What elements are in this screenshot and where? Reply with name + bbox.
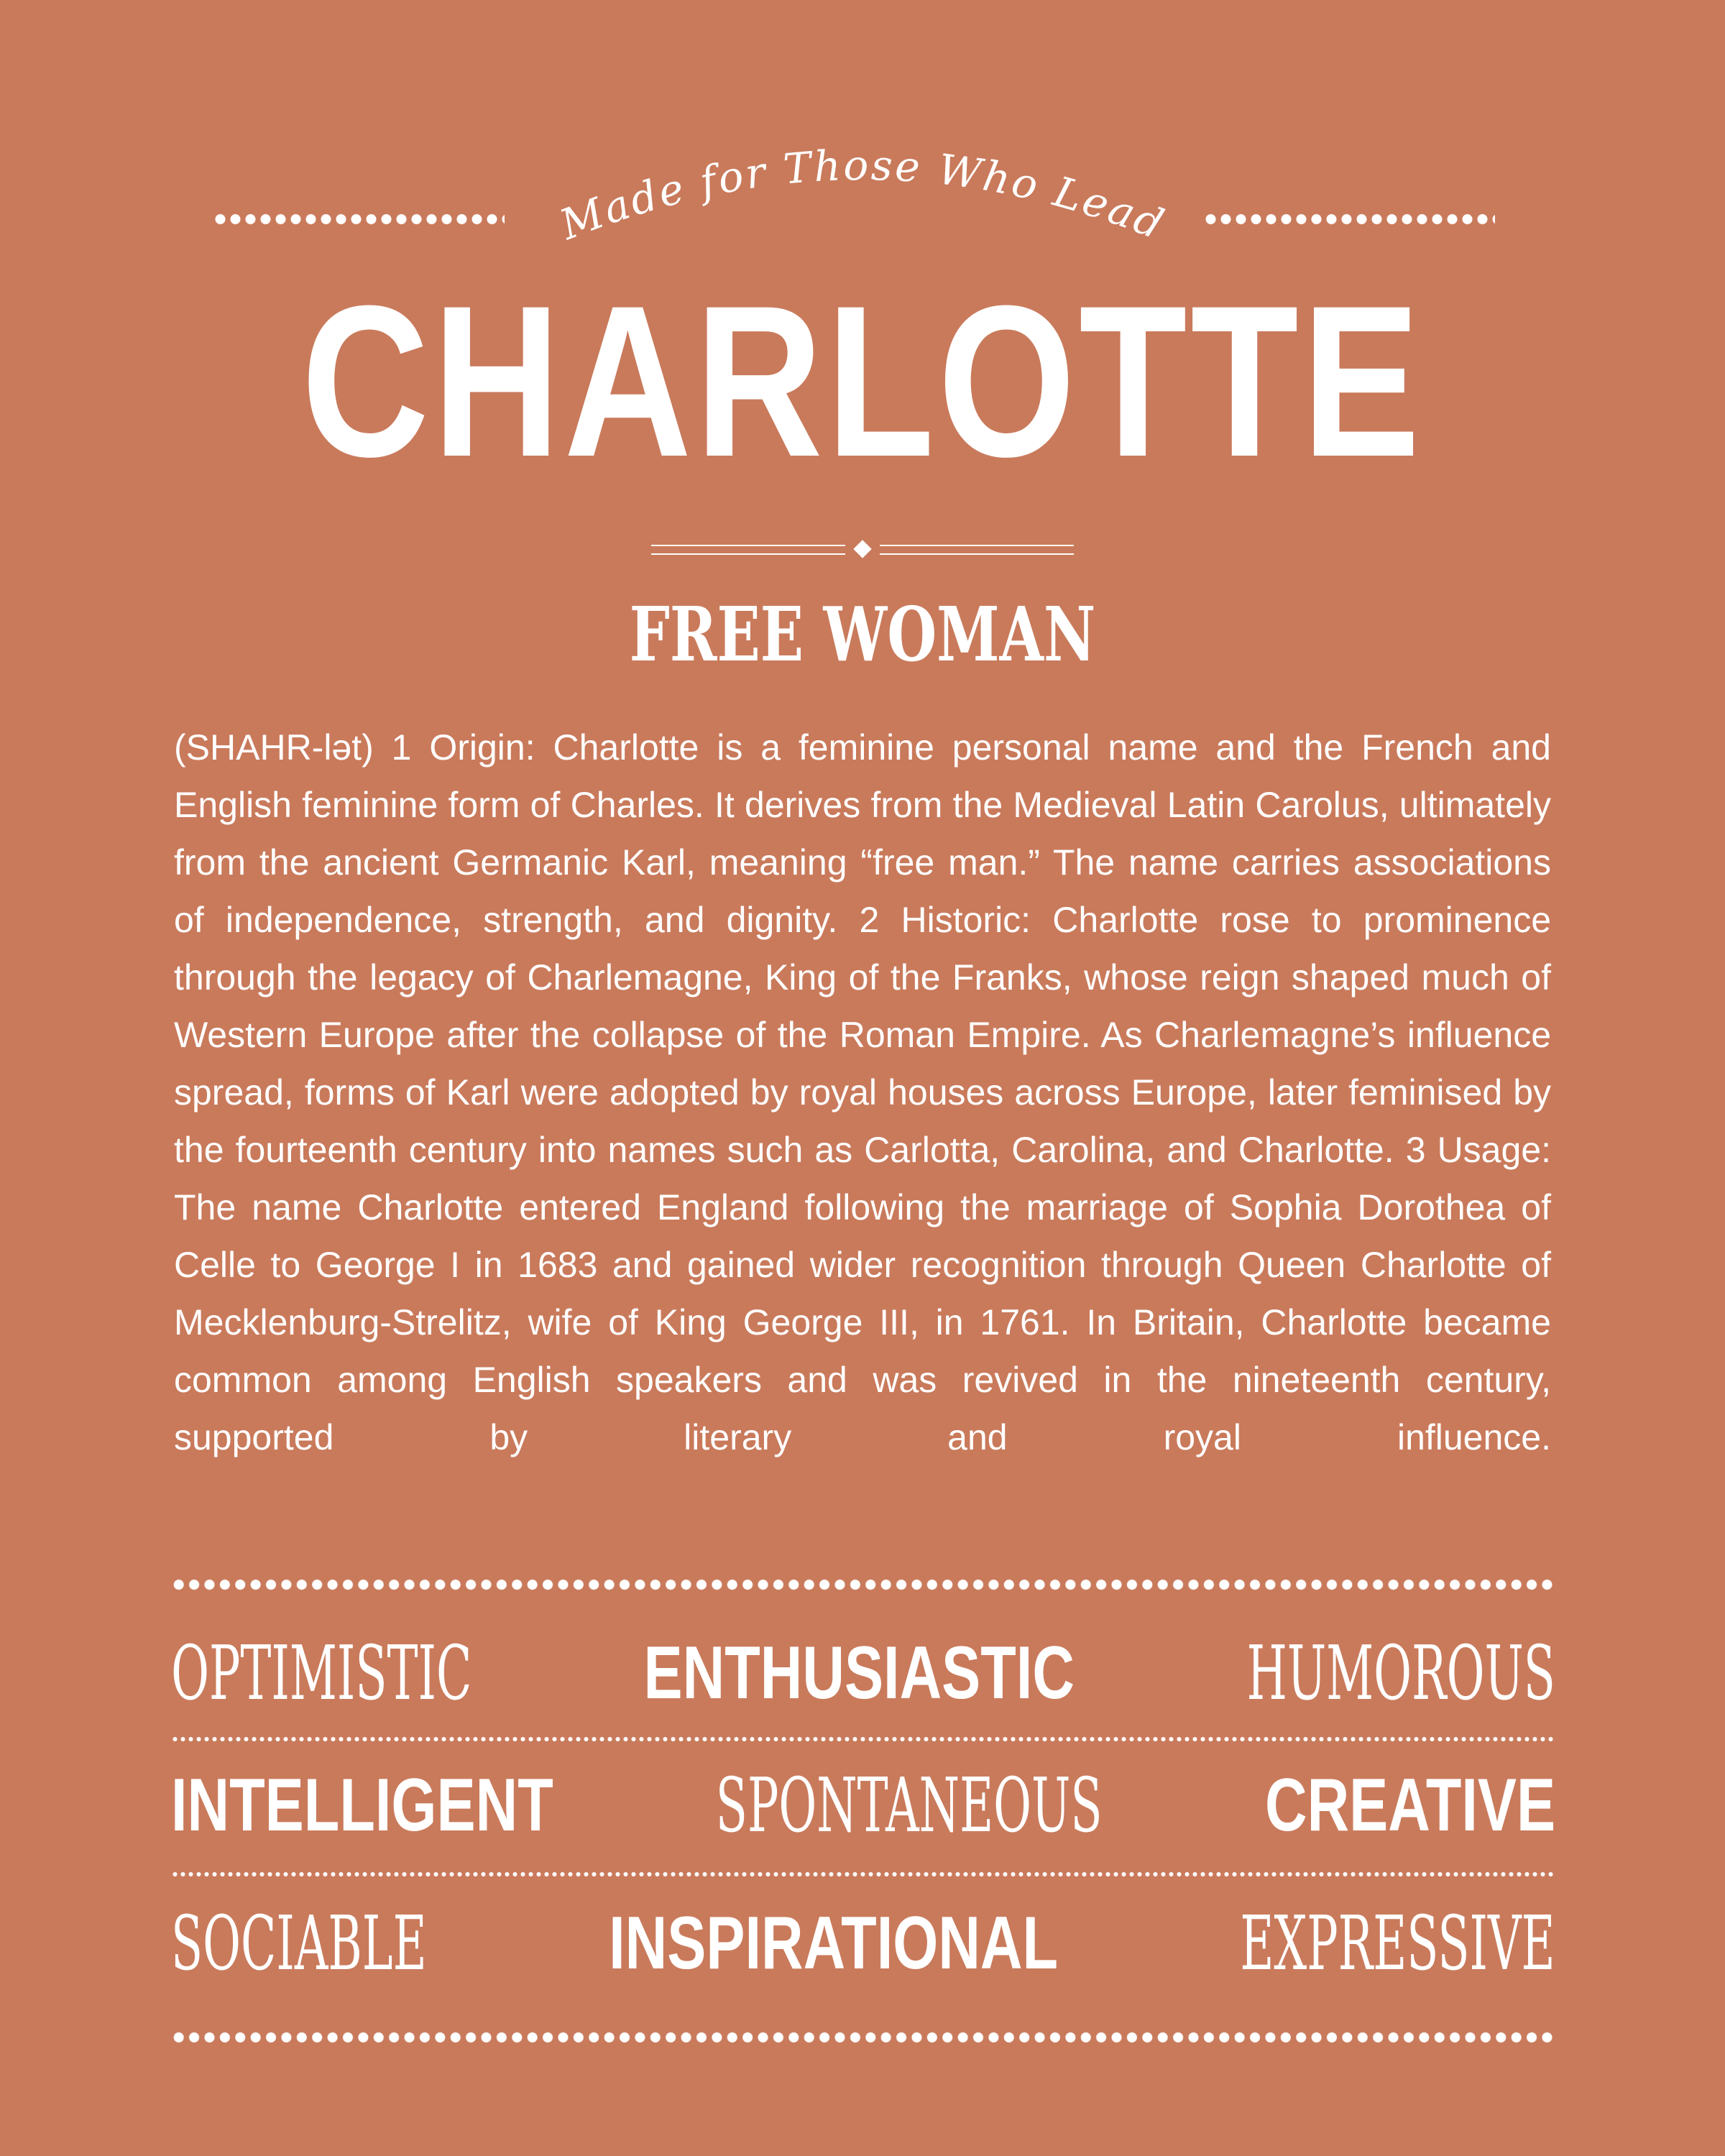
tagline-row bbox=[0, 129, 1725, 252]
trait-wrap bbox=[171, 1762, 553, 1848]
tagline-arc bbox=[546, 129, 1179, 252]
trait-wrap bbox=[1265, 1762, 1555, 1848]
name-title: CHARLOTTE bbox=[301, 260, 1424, 502]
tagline-text: Made for Those Who Lead bbox=[553, 140, 1172, 250]
trait-wrap bbox=[716, 1762, 1103, 1848]
trait-wrap bbox=[1246, 1630, 1555, 1716]
dotted-rule-thin-1 bbox=[171, 1736, 1555, 1742]
divider-line-left bbox=[651, 545, 845, 555]
trait: SOCIABLE bbox=[171, 1899, 427, 1987]
name-description: (SHAHR-lət) 1 Origin: Charlotte is a feminine personal name and the French and English feminine form of Charles. It derives from the Medieval Latin Carolus, ultimately from the ancient Germanic Karl, meaning “free man.” The name carries associations of independence, strength, and dignity. 2 Historic: Charlotte rose to prominence through the legacy of Charlemagne, King of the Franks, whose reign shaped much of Western Europe after the collapse of the Roman Empire. As Charlemagne’s influence spread, forms of Karl were adopted by royal houses across Europe, later feminised by the fourteenth century into names such as Carlotta, Carolina, and Charlotte. 3 Usage: The name Charlotte entered England following the marriage of Sophia Dorothea of Celle to George I in 1683 and gained wider recognition through Queen Charlotte of Mecklenburg-Strelitz, wife of King George III, in 1761. In Britain, Charlotte became common among English speakers and was revived in the nineteenth century, supported by literary and royal influence. bbox=[174, 727, 1551, 1457]
traits-row-2 bbox=[171, 1762, 1555, 1848]
trait: INTELLIGENT bbox=[171, 1764, 553, 1847]
trait: HUMOROUS bbox=[1246, 1629, 1555, 1717]
trait-wrap bbox=[1241, 1900, 1555, 1986]
dotted-rule-top bbox=[171, 1578, 1555, 1591]
dotted-rule-left bbox=[213, 213, 505, 225]
divider-diamond-icon bbox=[853, 540, 871, 558]
trait: SPONTANEOUS bbox=[716, 1761, 1103, 1849]
trait: EXPRESSIVE bbox=[1240, 1899, 1555, 1987]
traits-row-1 bbox=[171, 1630, 1555, 1716]
dotted-rule-thin-2 bbox=[171, 1871, 1555, 1877]
tagline bbox=[553, 141, 1172, 249]
name-meaning: FREE WOMAN bbox=[629, 590, 1096, 678]
trait-wrap bbox=[609, 1900, 1058, 1986]
traits-row-3 bbox=[171, 1900, 1555, 1986]
trait: OPTIMISTIC bbox=[171, 1629, 472, 1717]
dotted-rule-bottom bbox=[171, 2031, 1555, 2044]
trait-wrap bbox=[644, 1630, 1075, 1716]
trait-wrap bbox=[171, 1630, 472, 1716]
dotted-rule-right bbox=[1203, 213, 1495, 225]
trait: ENTHUSIASTIC bbox=[643, 1631, 1075, 1715]
trait: CREATIVE bbox=[1264, 1764, 1556, 1847]
trait: INSPIRATIONAL bbox=[609, 1902, 1059, 1985]
trait-wrap bbox=[171, 1900, 427, 1986]
divider-line-right bbox=[880, 545, 1074, 555]
